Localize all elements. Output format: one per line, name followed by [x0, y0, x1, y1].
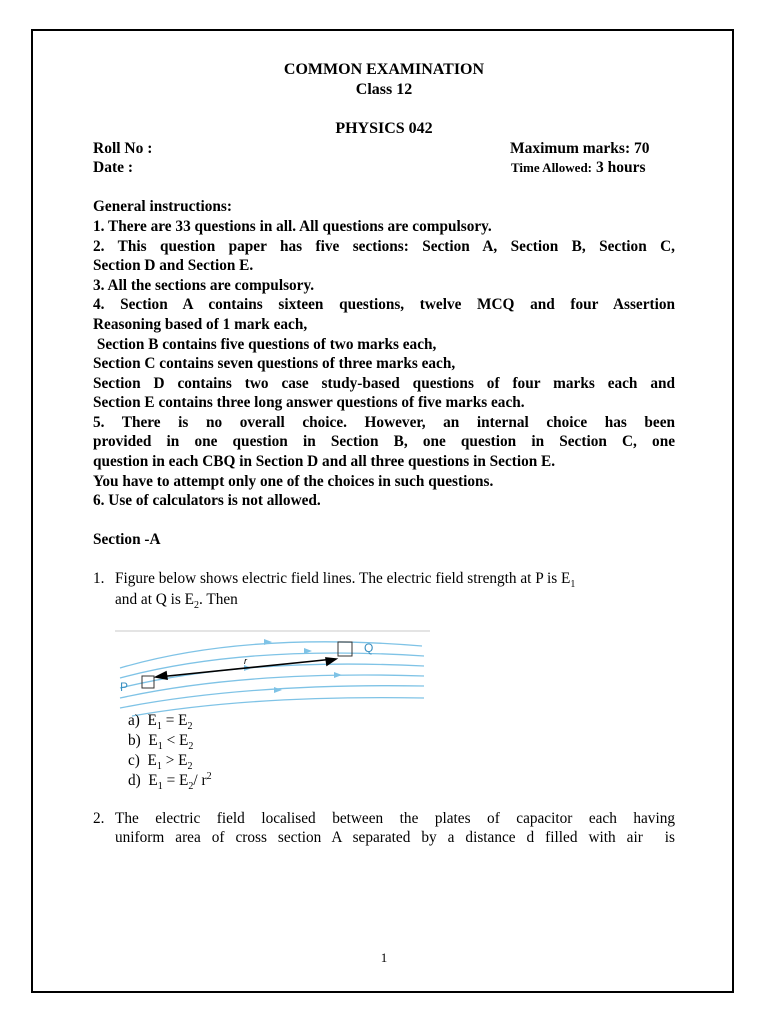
question-1-text: Figure below shows electric field lines. The electric field strength at P is E	[115, 570, 571, 587]
question-2-number: 2.	[93, 810, 105, 827]
instruction-line: provided in one question in Section B, one question in Section C, one	[93, 433, 675, 450]
subscript: 1	[157, 741, 163, 753]
instruction-line: 3. All the sections are compulsory.	[93, 277, 315, 294]
question-1-text: . Then	[199, 591, 238, 608]
date-label: Date :	[93, 159, 134, 176]
question-1-line-1	[115, 570, 575, 590]
subscript: 2	[187, 721, 193, 733]
subscript: 1	[570, 579, 576, 591]
option-a	[128, 712, 193, 732]
question-1-number: 1.	[93, 570, 105, 587]
option-c	[128, 752, 193, 772]
option-label: d)	[128, 772, 141, 790]
option-d	[128, 771, 212, 792]
point-p-label: P	[120, 680, 129, 694]
instructions-heading: General instructions:	[93, 198, 232, 215]
instruction-line: 1. There are 33 questions in all. All questions are compulsory.	[93, 218, 492, 235]
question-2-line-2: uniform area of cross section A separated by a distance d filled with air is	[115, 829, 675, 846]
option-text: = E	[162, 772, 189, 790]
subscript: 2	[188, 741, 194, 753]
option-label: b)	[128, 732, 141, 749]
subscript: 2	[188, 781, 194, 793]
question-1-line-2	[115, 591, 238, 611]
instruction-line: Section D contains two case study-based questions of four marks each and	[93, 375, 675, 392]
point-q-label: Q	[364, 641, 374, 655]
instruction-line: Section E contains three long answer questions of five marks each.	[93, 394, 525, 411]
option-label: a)	[128, 712, 140, 729]
subscript: 2	[187, 761, 193, 773]
instruction-line: 4. Section A contains sixteen questions, twelve MCQ and four Assertion	[93, 296, 675, 313]
question-1-text: and at Q is E	[115, 591, 195, 608]
subscript: 1	[157, 781, 163, 793]
option-b	[128, 732, 193, 752]
distance-label: r	[244, 656, 247, 666]
time-allowed-label: Time Allowed:	[511, 160, 593, 175]
instruction-line: 6. Use of calculators is not allowed.	[93, 492, 321, 509]
section-a-heading: Section -A	[93, 531, 161, 548]
class-label: Class 12	[355, 81, 413, 98]
option-text: E	[147, 712, 157, 729]
option-text: > E	[161, 752, 188, 769]
instruction-line: Section C contains seven questions of three marks each,	[93, 355, 456, 372]
option-text: E	[147, 752, 157, 769]
instruction-line: Section D and Section E.	[93, 257, 254, 274]
instruction-line: 2. This question paper has five sections: Section A, Section B, Section C,	[93, 238, 675, 255]
question-2-line-1: The electric field localised between the plates of capacitor each having	[115, 810, 675, 827]
roll-no-label: Roll No :	[93, 140, 153, 157]
option-text: E	[148, 732, 158, 749]
option-text: / r	[193, 772, 207, 790]
max-marks: Maximum marks: 70	[510, 140, 650, 157]
option-text: = E	[161, 712, 188, 729]
instruction-line: Reasoning based of 1 mark each,	[93, 316, 308, 333]
superscript: 2	[206, 771, 212, 782]
option-text: E	[148, 772, 158, 790]
subscript: 2	[194, 600, 200, 612]
option-text: < E	[162, 732, 189, 749]
instruction-line: question in each CBQ in Section D and all three questions in Section E.	[93, 453, 556, 470]
time-allowed-value: 3 hours	[596, 159, 646, 176]
time-allowed	[511, 159, 646, 177]
subscript: 1	[156, 761, 162, 773]
exam-title: COMMON EXAMINATION	[283, 61, 485, 78]
page-number: 1	[380, 950, 388, 965]
subject-title: PHYSICS 042	[335, 120, 433, 137]
instruction-line: 5. There is no overall choice. However, an internal choice has been	[93, 414, 675, 431]
instruction-line: Section B contains five questions of two marks each,	[93, 336, 437, 353]
option-label: c)	[128, 752, 140, 769]
instruction-line: You have to attempt only one of the choices in such questions.	[93, 473, 494, 490]
subscript: 1	[156, 721, 162, 733]
electric-field-lines-figure	[112, 628, 432, 718]
